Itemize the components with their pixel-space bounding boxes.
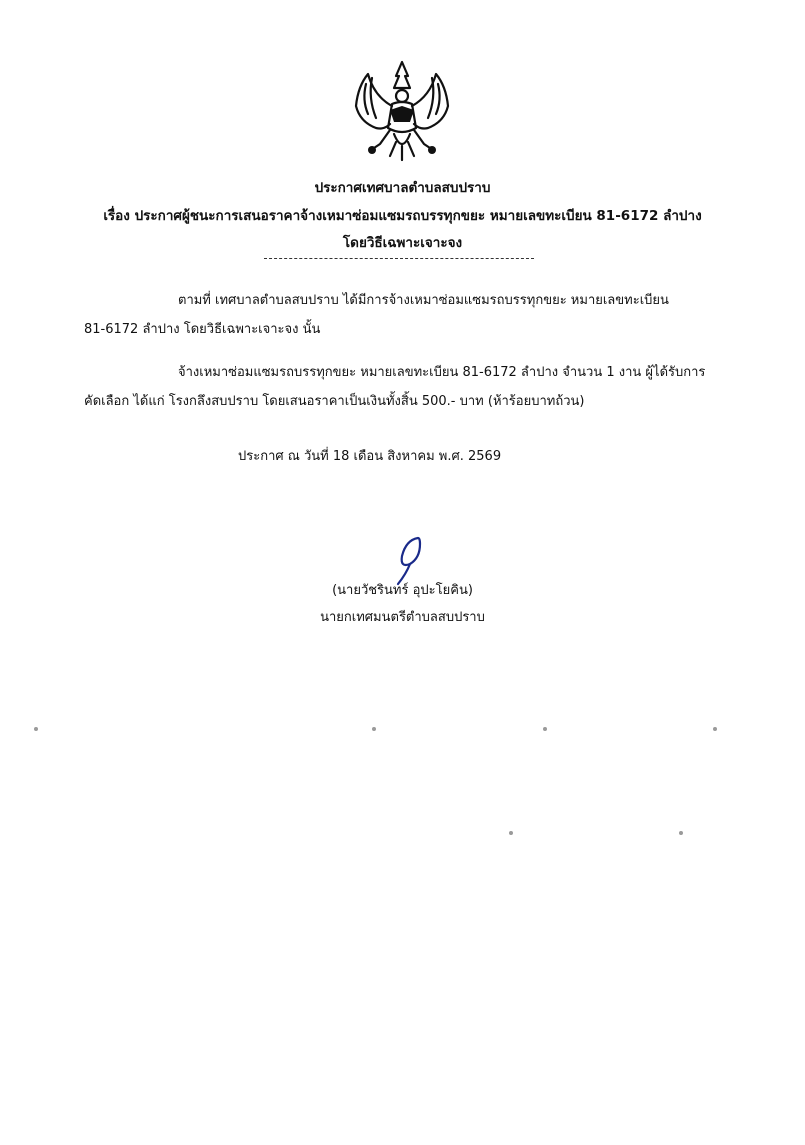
paragraph-2-line-1: จ้างเหมาซ่อมแซมรถบรรทุกขยะ หมายเลขทะเบียน 81-6172 ลำปาง จำนวน 1 งาน ผู้ได้รับการ: [178, 365, 706, 380]
procurement-method: โดยวิธีเฉพาะเจาะจง: [342, 235, 463, 251]
garuda-emblem-icon: [346, 56, 458, 168]
signer-title: นายกเทศมนตรีตำบลสบปราบ: [320, 610, 485, 625]
paragraph-1-line-1: ตามที่ เทศบาลตำบลสบปราบ ได้มีการจ้างเหมาซ่อมแซมรถบรรทุกขยะ หมายเลขทะเบียน: [178, 293, 669, 308]
paragraph-1-line-2: 81-6172 ลำปาง โดยวิธีเฉพาะเจาะจง นั้น: [84, 322, 321, 337]
announcement-subject: เรื่อง ประกาศผู้ชนะการเสนอราคาจ้างเหมาซ่อมแซมรถบรรทุกขยะ หมายเลขทะเบียน 81-6172 ลำปาง: [103, 208, 702, 224]
scan-speck: [543, 727, 547, 731]
paragraph-2-line-2: คัดเลือก ได้แก่ โรงกลึงสบปราบ โดยเสนอราคาเป็นเงินทั้งสิ้น 500.- บาท (ห้าร้อยบาทถ้วน): [84, 394, 585, 409]
signer-name: (นายวัชรินทร์ อุปะโยคิน): [332, 583, 473, 598]
announcement-date: ประกาศ ณ วันที่ 18 เดือน สิงหาคม พ.ศ. 2569: [238, 449, 502, 464]
scan-speck: [713, 727, 717, 731]
scan-speck: [372, 727, 376, 731]
scan-speck: [509, 831, 513, 835]
header-divider: [264, 258, 534, 259]
scan-speck: [679, 831, 683, 835]
scan-speck: [34, 727, 38, 731]
announcement-heading: ประกาศเทศบาลตำบลสบปราบ: [314, 180, 491, 196]
